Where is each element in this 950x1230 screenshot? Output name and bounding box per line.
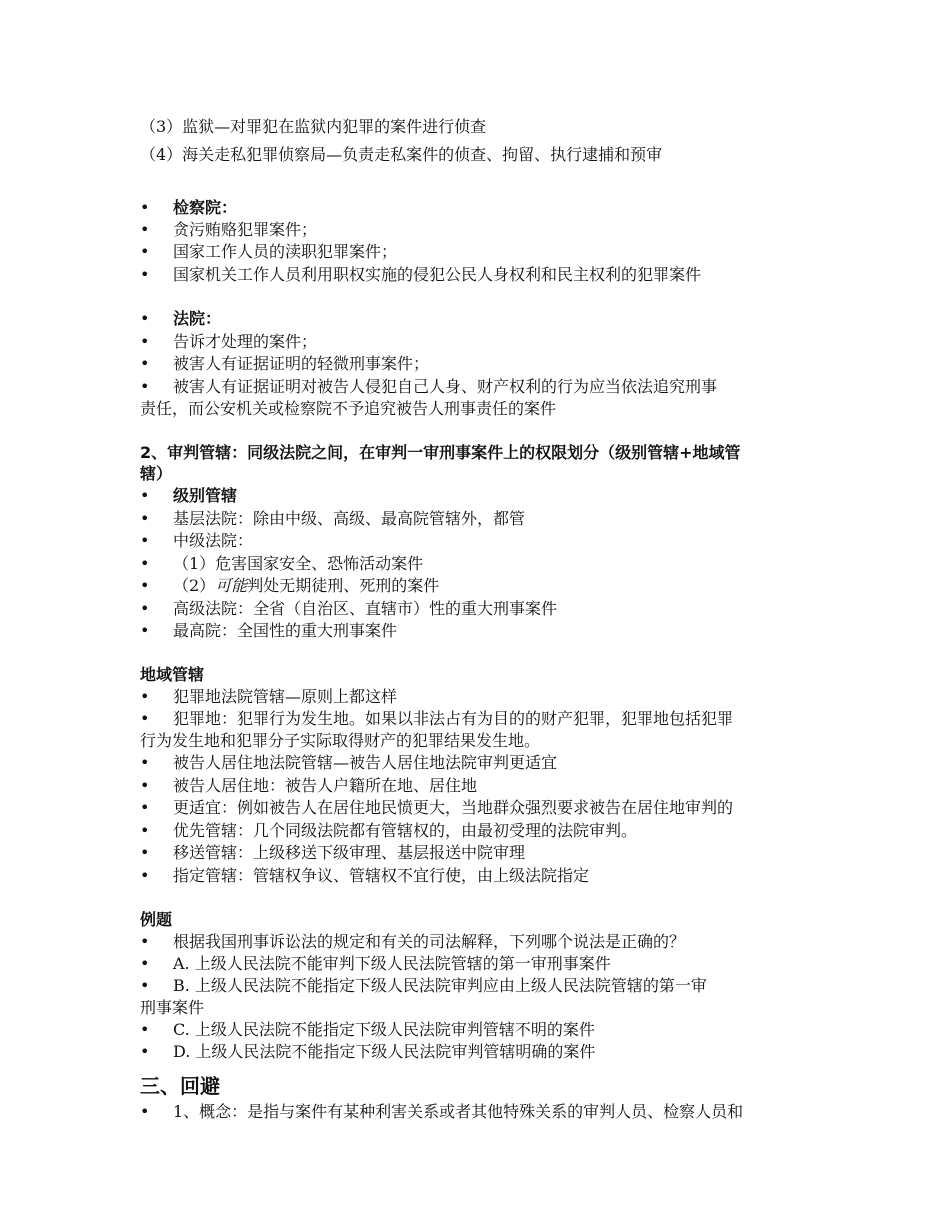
list-item: 被害人有证据证明对被告人侵犯自己人身、财产权利的行为应当依法追究刑事 [173,377,718,396]
bullet: • [140,599,150,618]
sub2-italic: 可能 [215,576,248,595]
bullet: • [140,687,150,706]
bullet: • [140,1042,150,1061]
bullet: • [140,265,150,284]
bullet: • [140,954,150,973]
bullet: • [140,821,150,840]
list-item: 犯罪地法院管辖—原则上都这样 [173,687,398,706]
bullet: • [140,354,150,373]
level-title: 级别管辖 [173,486,238,505]
bullet: • [140,798,150,817]
list-item-continuation: 责任，而公安机关或检察院不予追究被告人刑事责任的案件 [140,399,557,418]
list-item: （1）危害国家安全、恐怖活动案件 [173,554,424,573]
list-item-continuation: 行为发生地和犯罪分子实际取得财产的犯罪结果发生地。 [140,731,541,750]
list-item: 最高院：全国性的重大刑事案件 [173,621,398,640]
list-item: 优先管辖：几个同级法院都有管辖权的，由最初受理的法院审判。 [173,821,638,840]
list-item: 被告人居住地：被告人户籍所在地、居住地 [173,776,478,795]
list-item: 更适宜：例如被告人在居住地民愤更大，当地群众强烈要求被告在居住地审判的 [173,798,734,817]
bullet: • [140,377,150,396]
option-b-continuation: 刑事案件 [140,998,205,1017]
list-item: 被告人居住地法院管辖—被告人居住地法院审判更适宜 [173,753,558,772]
bullet: • [140,1102,150,1121]
option-c: C. 上级人民法院不能指定下级人民法院审判管辖不明的案件 [173,1020,595,1039]
option-d: D. 上级人民法院不能指定下级人民法院审判管辖明确的案件 [173,1042,596,1061]
sub2-prefix: （2） [173,576,216,595]
bullet: • [140,866,150,885]
list-item: 高级法院：全省（自治区、直辖市）性的重大刑事案件 [173,599,558,618]
recusal-heading: 三、回避 [140,1074,220,1098]
option-a: A. 上级人民法院不能审判下级人民法院管辖的第一审刑事案件 [173,954,611,973]
court-title: 法院： [173,309,222,328]
list-item: 被害人有证据证明的轻微刑事案件； [173,354,430,373]
prison-line: （3）监狱—对罪犯在监狱内犯罪的案件进行侦查 [140,117,487,136]
bullet: • [140,309,150,328]
list-item [173,575,439,597]
list-item: 国家工作人员的渎职犯罪案件； [173,242,398,261]
bullet: • [140,531,150,550]
list-item: 基层法院：除由中级、高级、最高院管辖外，都管 [173,509,526,528]
list-item: 移送管辖：上级移送下级审理、基层报送中院审理 [173,843,526,862]
bullet: • [140,709,150,728]
sub2-rest: 判处无期徒刑、死刑的案件 [247,576,440,595]
list-item: 1、概念：是指与案件有某种利害关系或者其他特殊关系的审判人员、检察人员和 [173,1102,744,1121]
list-item: 中级法院： [173,531,254,550]
option-b: B. 上级人民法院不能指定下级人民法院审判应由上级人民法院管辖的第一审 [173,976,707,995]
list-item: 贪污贿赂犯罪案件； [173,220,318,239]
list-item: 指定管辖：管辖权争议、管辖权不宜行使，由上级法院指定 [173,866,590,885]
list-item: 国家机关工作人员利用职权实施的侵犯公民人身权利和民主权利的犯罪案件 [173,265,702,284]
trial-heading-cont: 辖） [140,464,173,483]
bullet: • [140,976,150,995]
procuratorate-title: 检察院： [173,198,238,217]
bullet: • [140,486,150,505]
list-item: 告诉才处理的案件； [173,332,318,351]
bullet: • [140,776,150,795]
trial-heading: 2、审判管辖：同级法院之间，在审判一审刑事案件上的权限划分（级别管辖+地域管 [140,443,741,462]
bullet: • [140,554,150,573]
question-text: 根据我国刑事诉讼法的规定和有关的司法解释，下列哪个说法是正确的？ [173,932,686,951]
bullet: • [140,220,150,239]
bullet: • [140,621,150,640]
list-item: 犯罪地：犯罪行为发生地。如果以非法占有为目的的财产犯罪，犯罪地包括犯罪 [173,709,734,728]
bullet: • [140,576,150,595]
bullet: • [140,509,150,528]
example-title: 例题 [140,910,173,929]
customs-line: （4）海关走私犯罪侦察局—负责走私案件的侦查、拘留、执行逮捕和预审 [140,145,663,164]
bullet: • [140,843,150,862]
bullet: • [140,332,150,351]
bullet: • [140,932,150,951]
bullet: • [140,1020,150,1039]
bullet: • [140,242,150,261]
region-title: 地域管辖 [140,665,205,684]
bullet: • [140,753,150,772]
bullet: • [140,198,150,217]
